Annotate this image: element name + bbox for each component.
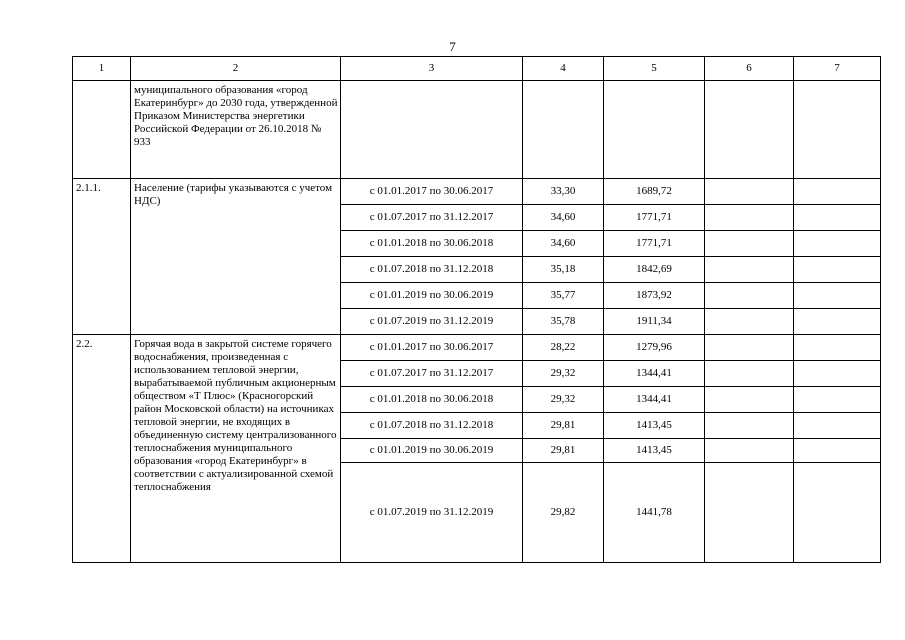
value-col5: 1771,71 — [604, 205, 705, 231]
column-header-5: 5 — [604, 57, 705, 81]
empty-cell — [794, 335, 881, 361]
period-cell: с 01.01.2019 по 30.06.2019 — [341, 283, 523, 309]
value-col5: 1873,92 — [604, 283, 705, 309]
empty-cell — [705, 361, 794, 387]
empty-cell — [794, 361, 881, 387]
empty-cell — [604, 81, 705, 179]
empty-cell — [705, 463, 794, 563]
empty-cell — [794, 463, 881, 563]
period-cell: с 01.07.2017 по 31.12.2017 — [341, 205, 523, 231]
row-number: 2.1.1. — [73, 179, 131, 335]
value-col4: 29,32 — [523, 387, 604, 413]
value-col5: 1911,34 — [604, 309, 705, 335]
column-header-7: 7 — [794, 57, 881, 81]
header-row — [73, 57, 881, 81]
value-col4: 35,78 — [523, 309, 604, 335]
column-header-6: 6 — [705, 57, 794, 81]
value-col4: 28,22 — [523, 335, 604, 361]
value-col4: 33,30 — [523, 179, 604, 205]
continuation-description: муниципального образования «город Екатеринбург» до 2030 года, утвержденной Приказом Министерства энергетики Российской Федерации от 26.10.2018 № 933 — [131, 81, 341, 179]
empty-cell — [794, 81, 881, 179]
value-col4: 29,81 — [523, 413, 604, 439]
value-col5: 1413,45 — [604, 413, 705, 439]
empty-cell — [705, 81, 794, 179]
empty-cell — [705, 179, 794, 205]
value-col4: 34,60 — [523, 205, 604, 231]
column-header-1: 1 — [73, 57, 131, 81]
empty-cell — [794, 413, 881, 439]
empty-cell — [705, 439, 794, 463]
row-description: Население (тарифы указываются с учетом НДС) — [131, 179, 341, 335]
empty-cell — [705, 387, 794, 413]
empty-cell — [523, 81, 604, 179]
empty-cell — [341, 81, 523, 179]
empty-cell — [705, 257, 794, 283]
period-cell: с 01.01.2018 по 30.06.2018 — [341, 231, 523, 257]
value-col5: 1842,69 — [604, 257, 705, 283]
value-col5: 1344,41 — [604, 387, 705, 413]
empty-cell — [794, 439, 881, 463]
column-header-4: 4 — [523, 57, 604, 81]
empty-cell — [794, 205, 881, 231]
empty-cell — [705, 205, 794, 231]
empty-cell — [794, 309, 881, 335]
value-col5: 1689,72 — [604, 179, 705, 205]
value-col5: 1279,96 — [604, 335, 705, 361]
period-cell: с 01.07.2018 по 31.12.2018 — [341, 413, 523, 439]
period-cell: с 01.01.2019 по 30.06.2019 — [341, 439, 523, 463]
empty-cell — [705, 283, 794, 309]
value-col4: 29,82 — [523, 463, 604, 563]
column-header-3: 3 — [341, 57, 523, 81]
empty-cell — [794, 387, 881, 413]
value-col4: 29,32 — [523, 361, 604, 387]
empty-cell — [794, 179, 881, 205]
period-cell: с 01.07.2019 по 31.12.2019 — [341, 309, 523, 335]
value-col4: 35,18 — [523, 257, 604, 283]
continuation-row — [73, 81, 881, 179]
row-description: Горячая вода в закрытой системе горячего водоснабжения, произведенная с использованием тепловой энергии, вырабатываемой публичным акционерным обществом «Т Плюс» (Красногорский район Московской области) на источниках тепловой энергии, не входящих в объединенную систему централизованного теплоснабжения муниципального образования «город Екатеринбург» в соответствии с актуализированной схемой теплоснабжения — [131, 335, 341, 563]
tariff-table — [72, 56, 881, 563]
empty-cell — [705, 335, 794, 361]
period-cell: с 01.07.2018 по 31.12.2018 — [341, 257, 523, 283]
value-col4: 29,81 — [523, 439, 604, 463]
value-col5: 1441,78 — [604, 463, 705, 563]
period-cell: с 01.07.2019 по 31.12.2019 — [341, 463, 523, 563]
value-col4: 34,60 — [523, 231, 604, 257]
period-cell: с 01.01.2017 по 30.06.2017 — [341, 335, 523, 361]
value-col5: 1771,71 — [604, 231, 705, 257]
empty-cell — [794, 283, 881, 309]
period-cell: с 01.07.2017 по 31.12.2017 — [341, 361, 523, 387]
value-col5: 1344,41 — [604, 361, 705, 387]
empty-cell — [794, 231, 881, 257]
page-number: 7 — [449, 39, 456, 54]
row-number: 2.2. — [73, 335, 131, 563]
empty-cell — [705, 231, 794, 257]
empty-cell — [705, 309, 794, 335]
column-header-2: 2 — [131, 57, 341, 81]
table-row — [73, 179, 881, 205]
period-cell: с 01.01.2017 по 30.06.2017 — [341, 179, 523, 205]
table-row — [73, 335, 881, 361]
empty-cell — [794, 257, 881, 283]
empty-cell — [705, 413, 794, 439]
empty-cell — [73, 81, 131, 179]
value-col4: 35,77 — [523, 283, 604, 309]
period-cell: с 01.01.2018 по 30.06.2018 — [341, 387, 523, 413]
value-col5: 1413,45 — [604, 439, 705, 463]
